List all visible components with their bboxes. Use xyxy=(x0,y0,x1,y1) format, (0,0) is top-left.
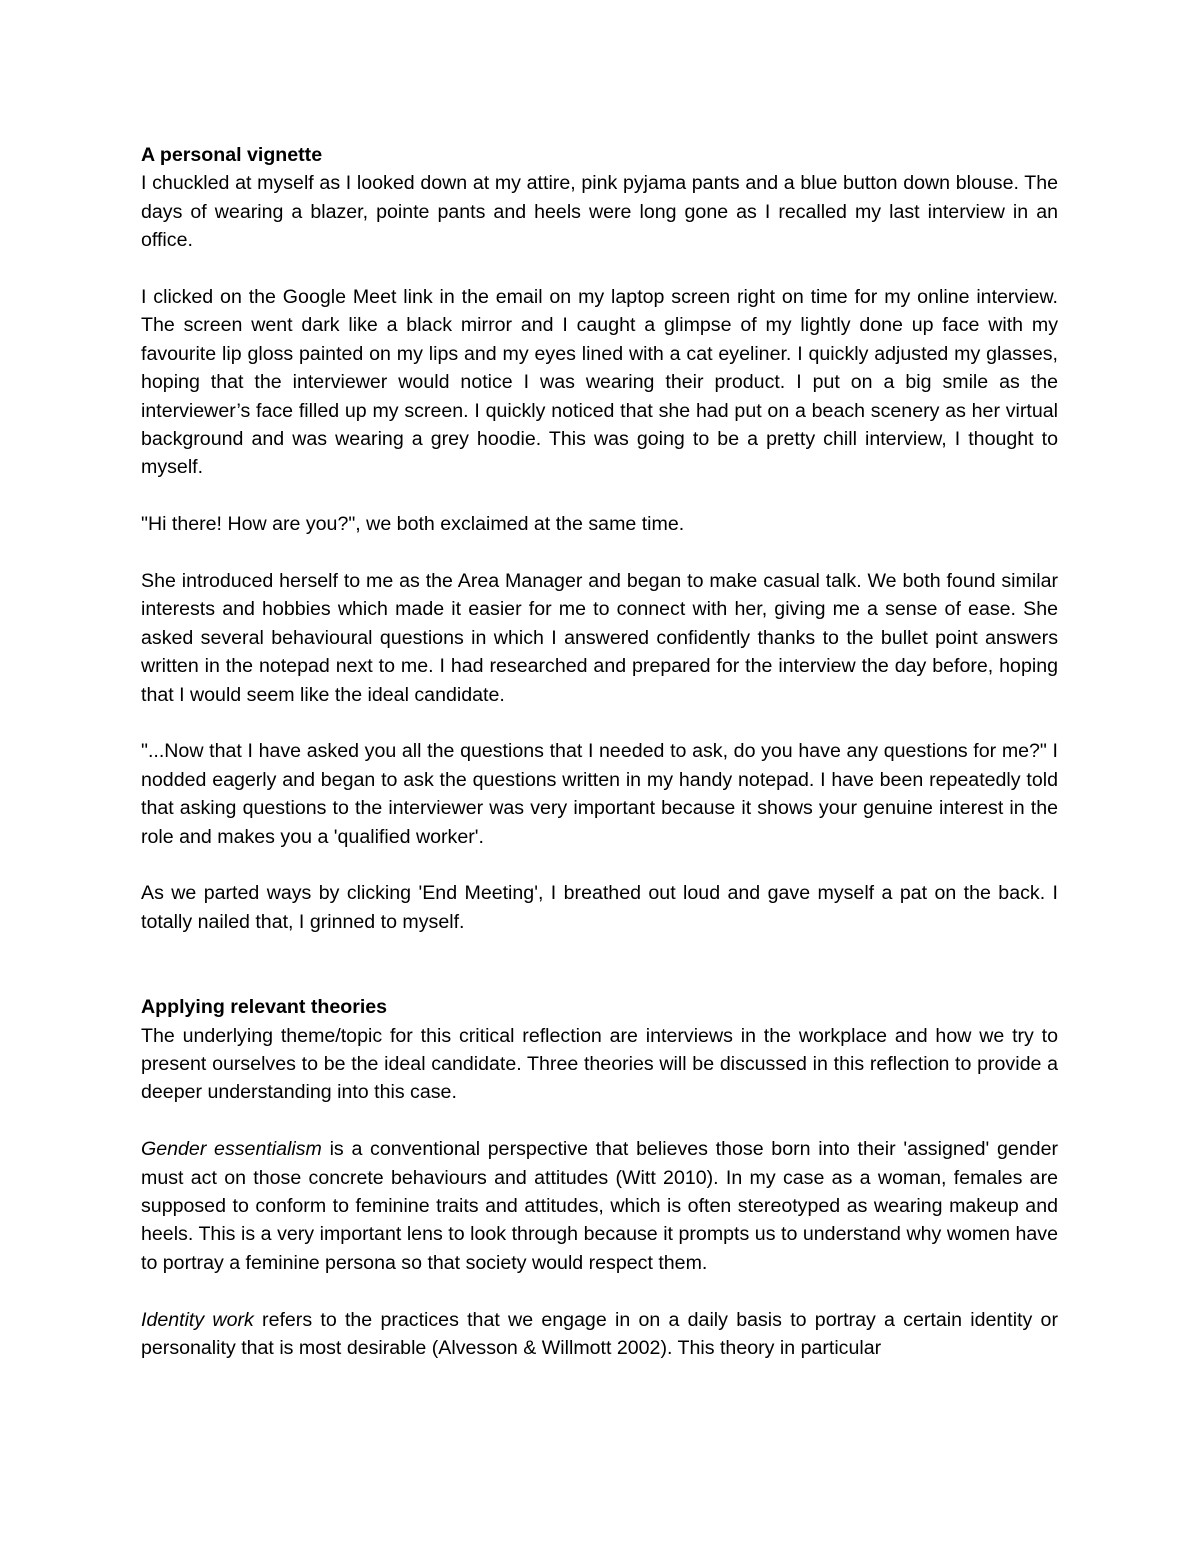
paragraph-end-meeting: As we parted ways by clicking 'End Meeting', I breathed out loud and gave myself a pat on the back. I totally nailed that, I grinned to myself. xyxy=(141,882,1058,933)
paragraph-google-meet: I clicked on the Google Meet link in the email on my laptop screen right on time for my online interview. The screen went dark like a black mirror and I caught a glimpse of my lightly done up face with my favourite lip gloss painted on my lips and my eyes lined with a cat eyeliner. I quickly adjusted my glasses, hoping that the interviewer would notice I was wearing their product. I put on a big smile as the interviewer’s face filled up my screen. I quickly noticed that she had put on a beach scenery as her virtual background and was wearing a grey hoodie. This was going to be a pretty chill interview, I thought to myself. xyxy=(141,286,1058,479)
paragraph-gap xyxy=(141,709,1058,737)
document-page xyxy=(141,141,1058,1362)
paragraph-identity-work xyxy=(141,1306,1058,1363)
paragraph-underlying-theme: The underlying theme/topic for this critical reflection are interviews in the workplace and how we try to present ourselves to be the ideal candidate. Three theories will be discussed in this reflection to provide a deeper understanding into this case. xyxy=(141,1024,1058,1104)
paragraph-questions: "...Now that I have asked you all the questions that I needed to ask, do you have any questions for me?" I nodded eagerly and began to ask the questions written in my handy notepad. I have been repeatedly told that asking questions to the interviewer was very important because it shows your genuine interest in the role and makes you a 'qualified worker'. xyxy=(141,740,1058,848)
term-gender-essentialism: Gender essentialism xyxy=(141,1138,322,1161)
heading-applying-theories: Applying relevant theories xyxy=(141,996,388,1019)
paragraph-greeting: "Hi there! How are you?", we both exclaimed at the same time. xyxy=(141,513,685,536)
text-gender-essentialism: is a conventional perspective that believes those born into their 'assigned' gender must act on those concrete behaviours and attitudes (Witt 2010). In my case as a woman, females are supposed to conform to feminine traits and attitudes, which is often stereotyped as wearing makeup and heels. This is a very important lens to look through because it prompts us to understand why women have to portray a feminine persona so that society would respect them. xyxy=(141,1138,1058,1274)
paragraph-gap xyxy=(141,851,1058,879)
paragraph-gap xyxy=(141,255,1058,283)
paragraph-gap xyxy=(141,1107,1058,1135)
paragraph-gap xyxy=(141,482,1058,510)
heading-personal-vignette: A personal vignette xyxy=(141,144,323,166)
section-gap xyxy=(141,936,1058,993)
paragraph-gender-essentialism xyxy=(141,1135,1058,1277)
paragraph-gap xyxy=(141,539,1058,567)
paragraph-attire: I chuckled at myself as I looked down at my attire, pink pyjama pants and a blue button down blouse. The days of wearing a blazer, pointe pants and heels were long gone as I recalled my last interview in an office. xyxy=(141,172,1058,252)
text-identity-work: refers to the practices that we engage in on a daily basis to portray a certain identity or personality that is most desirable (Alvesson & Willmott 2002). This theory in particular xyxy=(141,1308,1058,1359)
term-identity-work: Identity work xyxy=(141,1308,254,1331)
paragraph-gap xyxy=(141,1277,1058,1305)
paragraph-area-manager: She introduced herself to me as the Area Manager and began to make casual talk. We both found similar interests and hobbies which made it easier for me to connect with her, giving me a sense of ease. She asked several behavioural questions in which I answered confidently thanks to the bullet point answers written in the notepad next to me. I had researched and prepared for the interview the day before, hoping that I would seem like the ideal candidate. xyxy=(141,570,1058,706)
